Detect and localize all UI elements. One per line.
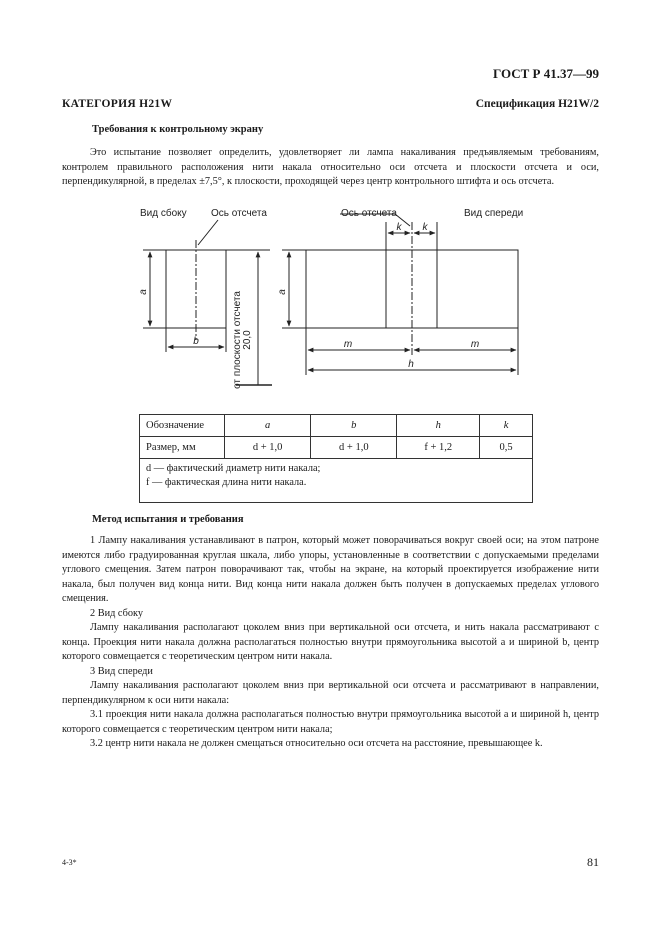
side-view-label: Вид сбоку xyxy=(140,208,187,219)
page-number: 81 xyxy=(587,855,599,869)
section-title-method: Метод испытания и требования xyxy=(92,514,244,525)
section-text-screen xyxy=(62,146,599,190)
front-view-label: Вид спереди xyxy=(464,208,524,219)
value-cell-k: 0,5 xyxy=(480,437,533,459)
label-a-right: a xyxy=(277,289,288,295)
footer-mark: 4-3* xyxy=(62,858,77,867)
axis-label-right: Ось отсчета xyxy=(341,208,397,219)
table-header-row xyxy=(140,415,533,437)
category-title: КАТЕГОРИЯ H21W xyxy=(62,98,173,110)
label-k2: k xyxy=(422,222,428,233)
standard-number: ГОСТ Р 41.37—99 xyxy=(493,66,599,81)
paragraph-3: Лампу накаливания располагают цоколем вниз при вертикальной оси отсчета и рассматривают в направлении, перпендикулярном к оси нити накала: xyxy=(62,680,599,706)
paragraph-3-1: 3.1 проекция нити накала должна располагаться полностью внутри прямоугольника высотой a и шириной h, центр которого совмещается с теоретическим центром нити накала; xyxy=(62,709,599,735)
header-cell-k: k xyxy=(480,415,533,437)
paragraph-2: Лампу накаливания располагают цоколем вниз при вертикальной оси отсчета, и нить накала рассматривают с конца. Проекция нити накала должна располагаться полностью внутри прямоугольника высотой a и шириной b, центр которого совмещается с теоретическим центром нити накала. xyxy=(62,622,599,662)
label-a-left: a xyxy=(138,289,149,295)
filament-diagram xyxy=(0,200,661,400)
paragraph-2-title: 2 Вид сбоку xyxy=(90,607,144,619)
paragraph-3-title: 3 Вид спереди xyxy=(90,665,153,677)
table-notes-row xyxy=(140,459,533,503)
table-value-row xyxy=(140,437,533,459)
paragraph-1: 1 Лампу накаливания устанавливают в патрон, который может поворачиваться вокруг своей оси; на этом патроне имеются либо градуированная круглая шкала, либо упоры, установленные в соответствии с допускаемыми пределами углового смещения. Затем патрон поворачивают так, чтобы на экране, на который проектируется изображение нити накала, был получен вид конца нити. Вид конца нити накала должен быть получен в допускаемых пределах углового смещения. xyxy=(62,535,599,604)
notes-cell xyxy=(140,459,533,503)
paragraph-3-2: 3.2 центр нити накала не должен смещаться относительно оси отсчета на расстояние, превышающее k. xyxy=(90,738,543,749)
label-b: b xyxy=(193,336,199,347)
value-cell-h: f + 1,2 xyxy=(397,437,480,459)
label-k1: k xyxy=(396,222,402,233)
note-d: d — фактический диаметр нити накала; xyxy=(146,463,321,474)
label-m1: m xyxy=(343,339,353,350)
paragraph-screen: Это испытание позволяет определить, удовлетворяет ли лампа накаливания предъявляемым требованиям, контролем правильного расположения нити накала относительно оси отсчета и плоскости отсчета и оси, перпендикулярной, в пределах ±7,5°, к плоскости, проходящей через центр контрольного штифта и ось отсчета. xyxy=(62,147,599,187)
note-f: f — фактическая длина нити накала. xyxy=(146,477,307,488)
header-cell-label: Обозначение xyxy=(140,415,225,437)
section-title-screen: Требования к контрольному экрану xyxy=(92,124,264,135)
value-cell-b: d + 1,0 xyxy=(311,437,397,459)
axis-label-left: Ось отсчета xyxy=(211,208,267,219)
header-cell-b: b xyxy=(311,415,397,437)
specification-title: Спецификация H21W/2 xyxy=(475,98,599,110)
axis-leader-left xyxy=(198,220,218,245)
dimensions-table xyxy=(139,414,533,503)
label-m2: m xyxy=(470,339,480,350)
value-cell-label: Размер, мм xyxy=(140,437,225,459)
label-20: 20,0 xyxy=(242,330,253,350)
value-cell-a: d + 1,0 xyxy=(225,437,311,459)
label-h: h xyxy=(408,359,414,370)
section-text-method xyxy=(62,534,599,752)
header-cell-h: h xyxy=(397,415,480,437)
header-cell-a: a xyxy=(225,415,311,437)
label-from-plane: от плоскости отсчета xyxy=(232,291,243,389)
